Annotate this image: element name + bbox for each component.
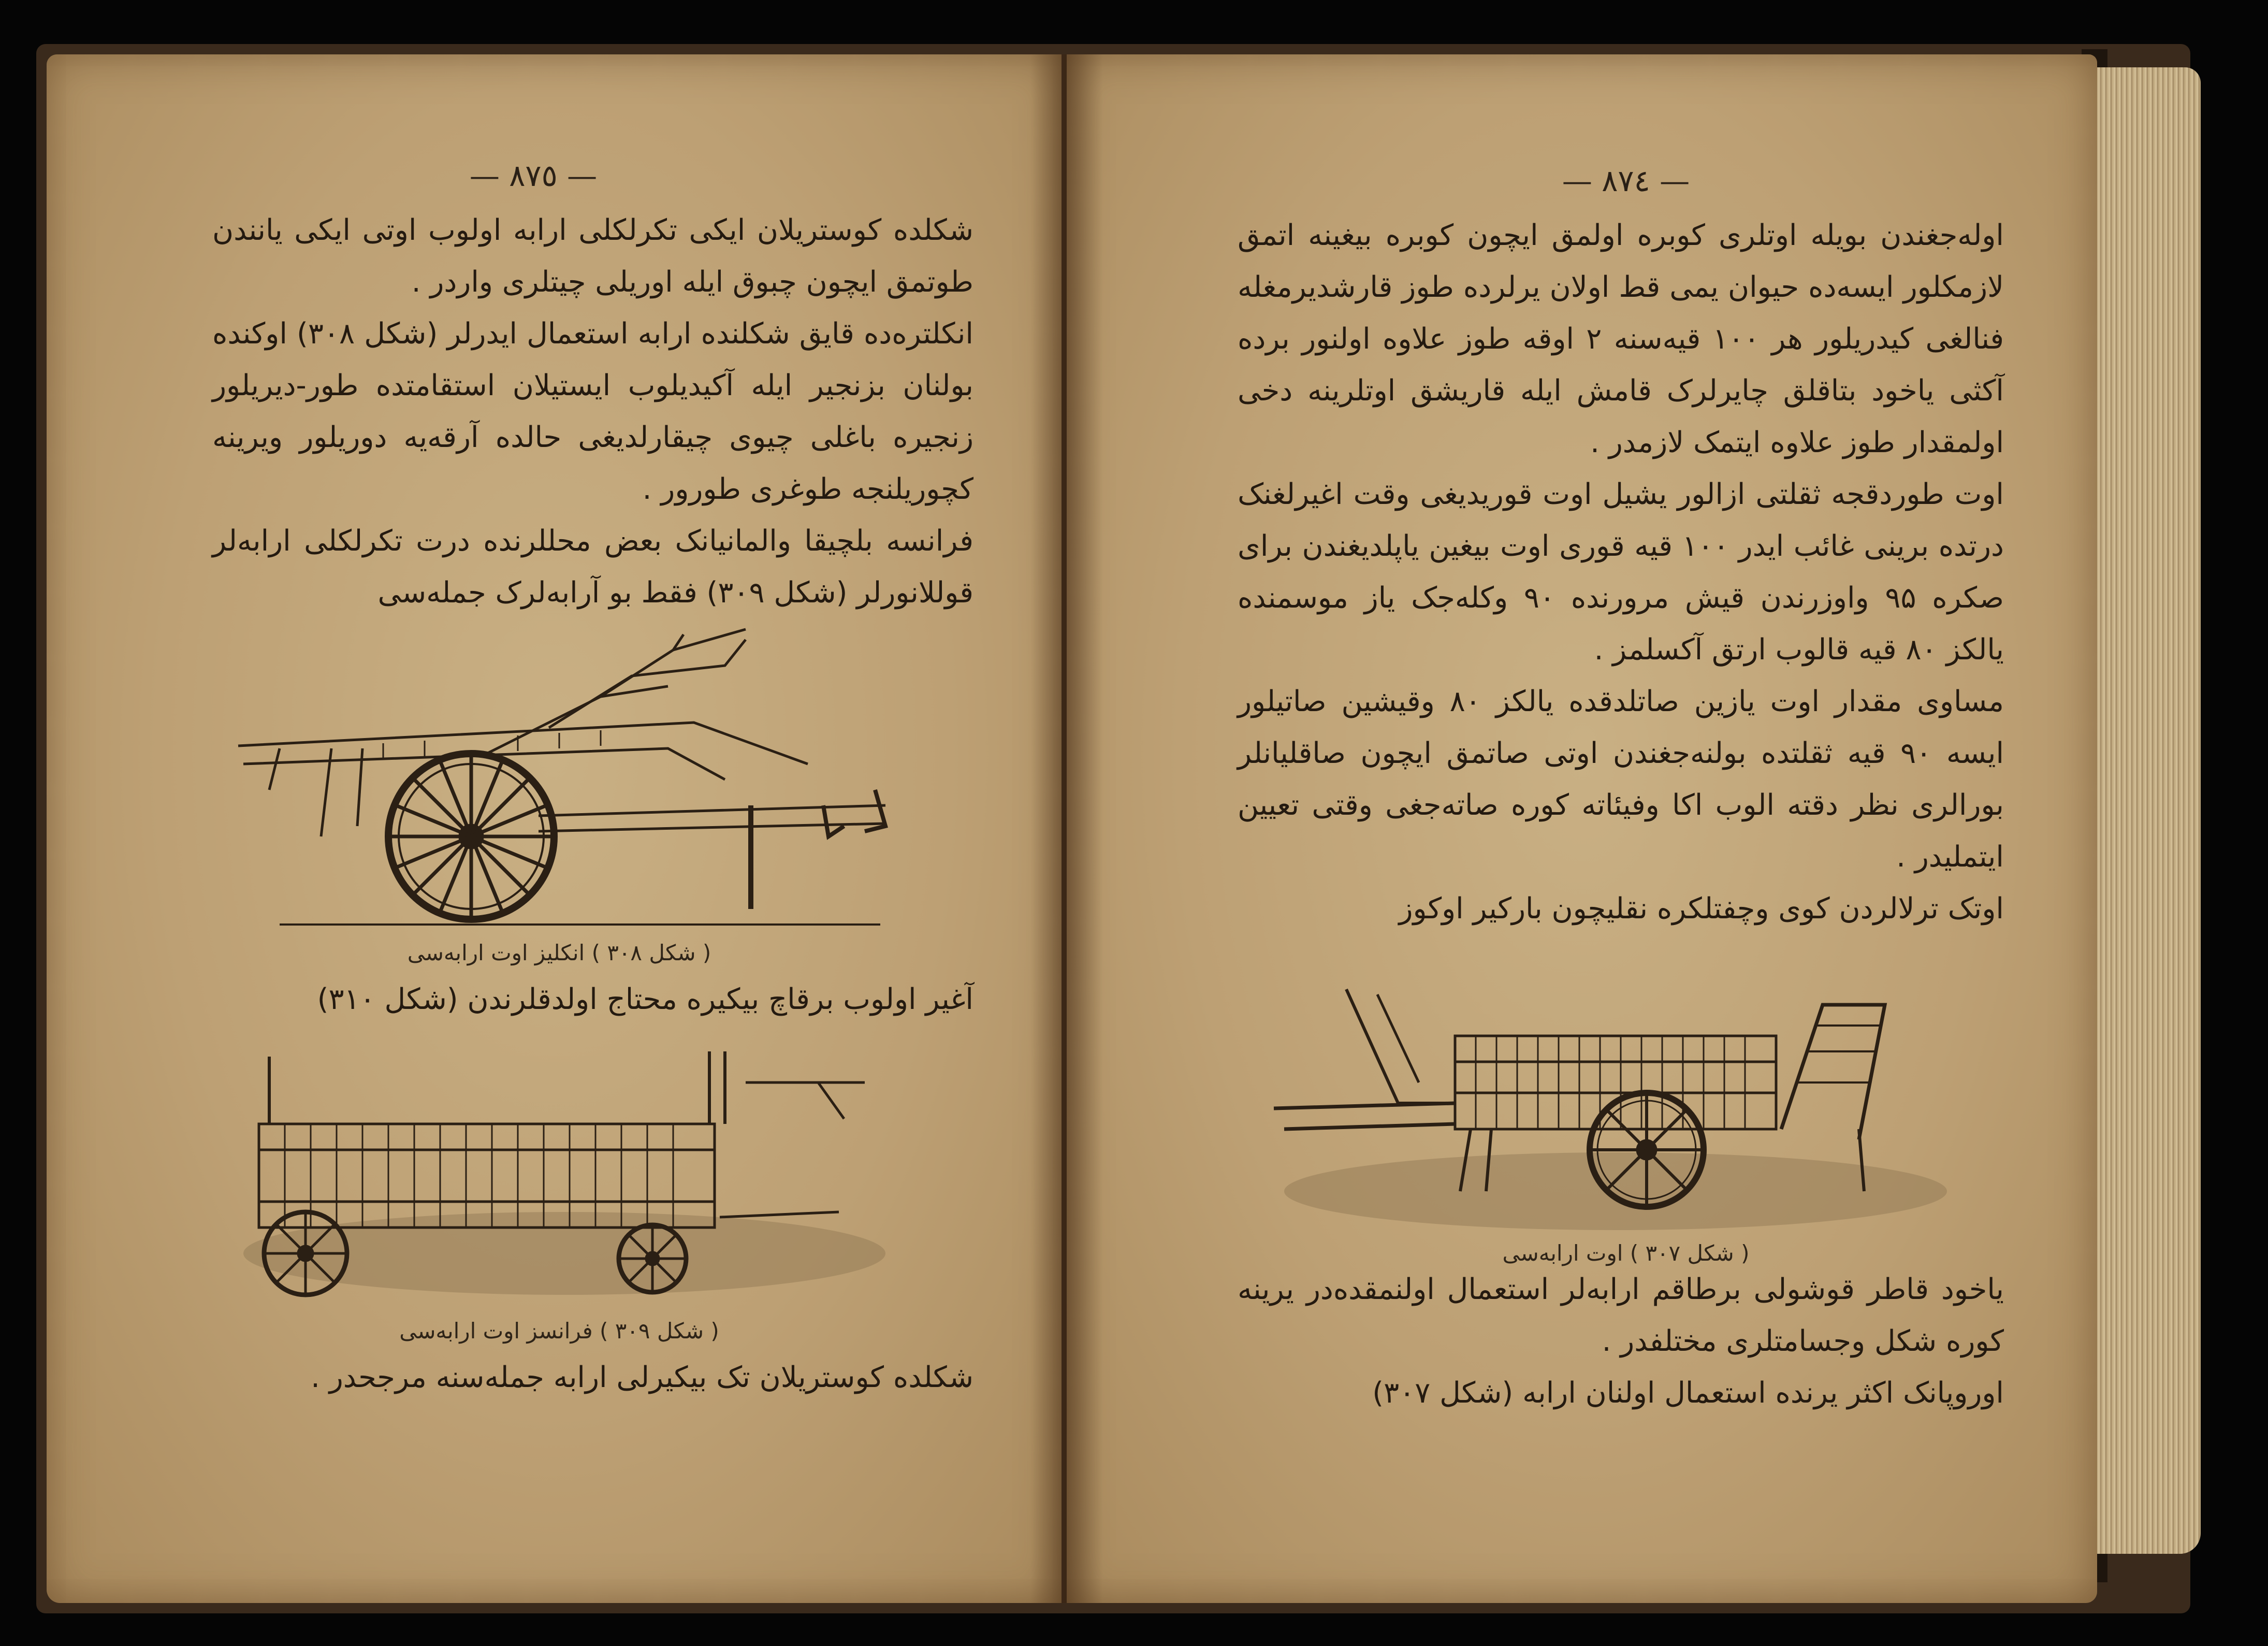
- left-page-text-top: [212, 205, 973, 619]
- figure-307-hay-cart: [1263, 974, 1973, 1243]
- french-wagon-illustration: [228, 1046, 891, 1310]
- left-paragraph-1: شکلده کوستریلان ایکی تکرلکلی ارابه اولوب اوتی ایکی یانندن طوتمق ایچون چبوق ایله اوریلی چیتلری واردر .: [212, 213, 973, 299]
- figure-309-caption: ( شکل ۳۰۹ ) فرانسز اوت ارابه‌سی: [399, 1318, 719, 1344]
- right-page-number: — ٨٧٤ —: [1562, 163, 1690, 198]
- left-paragraph-2: انکلتره‌ده قایق شکلنده ارابه استعمال ایدرلر (شکل ۳۰۸) اوکنده بولنان بزنجیر ایله آکیدیلوب ایستیلان استقامتده طور-دیریلور زنجیره باغلی چیوی چیقارلدیغی حالده آرقه‌یه دوریلور ویرینه کچوریلنجه طوغری طورور .: [212, 317, 973, 506]
- english-cart-illustration: [228, 619, 911, 940]
- right-paragraph-4: اوتک ترلالردن کوی وچفتلکره نقلیچون بارکیر اوکوز: [1399, 892, 2004, 926]
- hay-cart-illustration: [1263, 974, 1973, 1243]
- left-line-after-figure-309: شکلده کوستریلان تک بیکیرلی ارابه جمله‌سنه مرجحدر .: [311, 1361, 973, 1394]
- right-paragraph-2: اوت طوردقجه ثقلتی ازالور یشیل اوت قوریدیغی وقت اغیرلغنک درتده برینی غائب ایدر ۱۰۰ قیه قوری اوت بیغین یاپلدیغندن برای صکره ۹۵ واوزرندن قیش مرورنده ۹۰ وکله‌جک یاز موسمنده یالکز ۸۰ قیه قالوب ارتق آکسلمز .: [1238, 478, 2004, 667]
- figure-308-caption: ( شکل ۳۰۸ ) انکلیز اوت ارابه‌سی: [407, 940, 711, 965]
- right-page-text-bottom: [1238, 1264, 2004, 1419]
- figure-307-caption: ( شکل ۳۰۷ ) اوت ارابه‌سی: [1502, 1240, 1750, 1266]
- page-edges: [2097, 67, 2201, 1554]
- right-page-text-top: [1238, 210, 2004, 935]
- figure-309-french-hay-wagon: [228, 1046, 891, 1310]
- figure-308-english-hay-cart: [228, 619, 911, 940]
- right-paragraph-6: اوروپانک اکثر یرنده استعمال اولنان ارابه (شکل ۳۰۷): [1372, 1376, 2004, 1410]
- right-paragraph-5: یاخود قاطر قوشولی برطاقم ارابه‌لر استعمال اولنمقده‌در یرینه کوره شکل وجسامتلری مختلفدر .: [1238, 1273, 2004, 1358]
- left-paragraph-3: فرانسه بلچیقا والمانیانک بعض محللرنده درت تکرلکلی ارابه‌لر قوللانورلر (شکل ۳۰۹) فقط بو آرابه‌لرک جمله‌سی: [212, 524, 973, 610]
- cart-ground-shadow: [1284, 1152, 1947, 1230]
- left-line-after-figure-308: آغیر اولوب برقاچ بیکیره محتاج اولدقلرندن (شکل ۳۱۰): [317, 983, 973, 1016]
- left-page-number: — ٨٧٥ —: [469, 158, 598, 193]
- book-gutter: [1030, 54, 1103, 1603]
- right-paragraph-1: اوله‌جغندن بویله اوتلری کوبره اولمق ایچون کوبره بیغینه اتمق لازمکلور ایسه‌ده حیوان یمی قط اولان یرلرده طوز قارشدیرمغله فنالغی کیدریلور هر ۱۰۰ قیه‌سنه ۲ اوقه طوز علاوه اولنور برده آکثی یاخود بتاقلق چایرلرک قامش ایله قاریشق اوتلرینه دخی اولمقدار طوز علاوه ایتمک لازمدر .: [1238, 219, 2004, 459]
- right-paragraph-3: مساوی مقدار اوت یازین صاتلدقده یالکز ۸۰ وقیشین صاتیلور ایسه ۹۰ قیه ثقلتده بولنه‌جغندن اوتی صاتمق ایچون صاقلیانلر بورالری نظر دقته الوب اکا وفیئاته کوره صاته‌جغی وقتی تعیین ایتملیدر .: [1238, 685, 2004, 874]
